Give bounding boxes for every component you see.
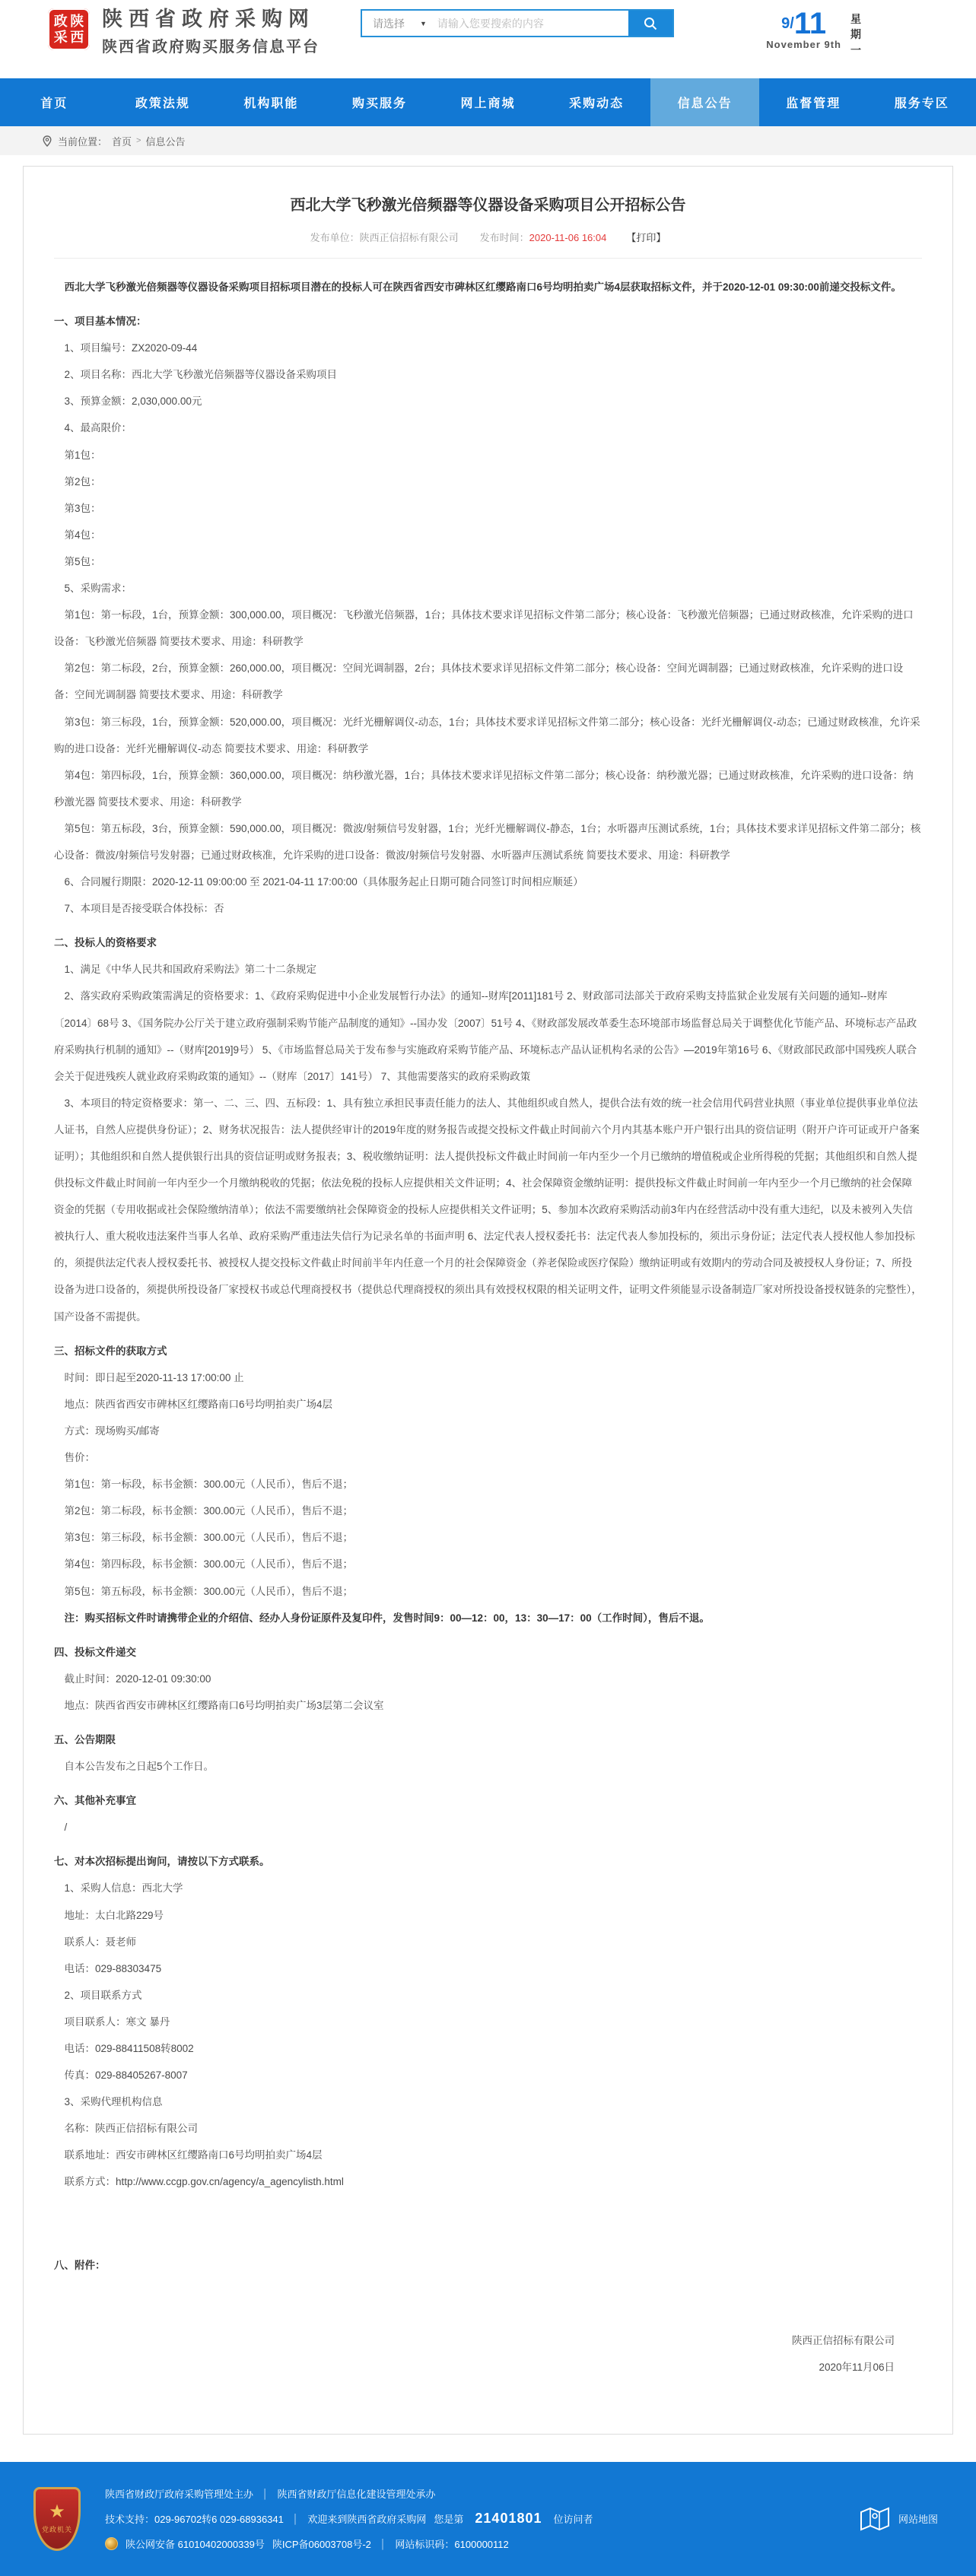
article-body bbox=[54, 274, 922, 2381]
article-meta bbox=[54, 230, 922, 259]
nav-item-procurement-news[interactable] bbox=[542, 78, 651, 126]
breadcrumb-home-link[interactable]: 首页 bbox=[112, 134, 132, 148]
body-paragraph: 三、招标文件的获取方式 bbox=[54, 1338, 922, 1364]
body-paragraph: 第1包：第一标段，1台，预算金额：300,000.00，项目概况：飞秒激光倍频器，1台；具体技术要求详见招标文件第二部分；核心设备：飞秒激光倍频器；已通过财政核准，允许采购的进口设备：飞秒激光倍频器 简要技术要求、用途：科研教学 bbox=[54, 602, 922, 655]
body-paragraph: 一、项目基本情况： bbox=[54, 308, 922, 335]
body-paragraph: / bbox=[54, 1814, 922, 1841]
nav-item-label: 服务专区 bbox=[895, 94, 949, 111]
footer-visitor-prefix: 您是第 bbox=[434, 2511, 463, 2526]
body-paragraph: 八、附件： bbox=[54, 2252, 922, 2279]
body-paragraph: 地点：陕西省西安市碑林区红缨路南口6号均明拍卖广场3层第二会议室 bbox=[54, 1692, 922, 1719]
body-paragraph: 售价： bbox=[54, 1444, 922, 1471]
search-select-label: 请选择 bbox=[373, 16, 405, 31]
nav-item-policies[interactable] bbox=[109, 78, 218, 126]
sitemap-label: 网站地图 bbox=[898, 2511, 938, 2526]
body-paragraph: 七、对本次招标提出询问，请按以下方式联系。 bbox=[54, 1848, 922, 1875]
page-title: 西北大学飞秒激光倍频器等仪器设备采购项目公开招标公告 bbox=[54, 192, 922, 214]
body-paragraph: 电话：029-88303475 bbox=[54, 1955, 922, 1982]
logo-character: 采 bbox=[54, 30, 68, 44]
date-month-name: November bbox=[766, 39, 821, 50]
footer-tech-support: 技术支持：029-96702转6 029-68936341 bbox=[105, 2511, 284, 2526]
body-paragraph bbox=[54, 2279, 922, 2327]
government-emblem-icon bbox=[33, 2487, 81, 2551]
body-paragraph: 第4包： bbox=[54, 522, 922, 548]
date-day: 11 bbox=[794, 11, 826, 37]
search-icon bbox=[643, 16, 658, 31]
site-header bbox=[0, 0, 976, 78]
footer-undertaker: 陕西省财政厅信息化建设管理处承办 bbox=[278, 2486, 436, 2501]
publish-time-label: 发布时间： bbox=[480, 232, 529, 243]
body-paragraph: 2、项目名称：西北大学飞秒激光倍频器等仪器设备采购项目 bbox=[54, 361, 922, 388]
body-paragraph: 第2包：第二标段，2台，预算金额：260,000.00，项目概况：空间光调制器，2台；具体技术要求详见招标文件第二部分；核心设备：空间光调制器；已通过财政核准，允许采购的进口设备：空间光调制器 简要技术要求、用途：科研教学 bbox=[54, 655, 922, 708]
body-paragraph: 3、预算金额：2,030,000.00元 bbox=[54, 388, 922, 415]
site-footer bbox=[0, 2462, 976, 2576]
body-paragraph: 方式：现场购买/邮寄 bbox=[54, 1418, 922, 1444]
search-button[interactable] bbox=[628, 11, 672, 36]
body-paragraph: 项目联系人：寒文 暴丹 bbox=[54, 2009, 922, 2035]
body-paragraph: 四、投标文件递交 bbox=[54, 1639, 922, 1666]
date-day-ordinal: 9th bbox=[825, 39, 842, 50]
body-paragraph: 第3包： bbox=[54, 495, 922, 522]
nav-item-label: 机构职能 bbox=[243, 94, 298, 111]
nav-item-label: 监督管理 bbox=[786, 94, 841, 111]
nav-item-online-mall[interactable] bbox=[434, 78, 542, 126]
body-paragraph: 截止时间：2020-12-01 09:30:00 bbox=[54, 1666, 922, 1692]
body-paragraph: 3、本项目的特定资格要求：第一、二、三、四、五标段：1、具有独立承担民事责任能力的法人、其他组织或自然人，提供合法有效的统一社会信用代码营业执照（事业单位提供事业单位法人证书，自然人应提供身份证）；2、财务状况报告：法人提供经审计的2019年度的财务报告或提交投标文件截止时间前六个月内其基本账户开户银行出具的资信证明（附开户许可证或开户备案证明）；其他组织和自然人提供银行出具的资信证明或财务报表；3、税收缴纳证明：法人提供投标文件截止时间前一年内至少一个月已缴纳的增值税或企业所得税的凭据；其他组织和自然人提供投标文件截止时间前一年内至少一个月缴纳税收的凭据；依法免税的投标人应提供相关文件证明；4、社会保障资金缴纳证明：提供投标文件截止时间前一年内至少一个月已缴纳的社会保障资金的凭据（专用收据或社会保险缴纳清单）；依法不需要缴纳社会保障资金的投标人应提供相关文件证明；5、参加本次政府采购活动前3年内在经营活动中没有重大违纪，以及未被列入失信被执行人、重大税收违法案件当事人名单、政府采购严重违法失信行为记录名单的书面声明 6、法定代表人授权委托书：法定代表人参加投标的，须出示身份证；法定代表人授权他人参加投标的，须提供法定代表人授权委托书、被授权人提交投标文件截止时间前半年内任意一个月的社会保障资金（养老保险或医疗保险）缴纳证明或有效期内的劳动合同及被授权人身份证；7、所投设备为进口设备的，须提供所投设备厂家授权书或总代理商授权书（提供总代理商授权的须出具有效授权权限的相关证明文件，证明文件须能显示设备制造厂家对所投设备授权链条的完整性），国产设备不需提供。 bbox=[54, 1090, 922, 1330]
body-paragraph: 六、其他补充事宜 bbox=[54, 1787, 922, 1814]
date-weekday: 星期一 bbox=[850, 11, 863, 58]
search-box bbox=[361, 9, 674, 37]
body-paragraph: 联系人：聂老师 bbox=[54, 1929, 922, 1955]
announcement-card bbox=[23, 166, 953, 2435]
sitemap-button[interactable] bbox=[859, 2505, 938, 2533]
body-paragraph: 地点：陕西省西安市碑林区红缨路南口6号均明拍卖广场4层 bbox=[54, 1391, 922, 1418]
body-paragraph: 第1包： bbox=[54, 442, 922, 469]
body-paragraph: 1、采购人信息：西北大学 bbox=[54, 1875, 922, 1901]
search-input[interactable] bbox=[436, 11, 628, 36]
emblem-label: 党政机关 bbox=[42, 2524, 72, 2534]
body-paragraph: 时间：即日起至2020-11-13 17:00:00 止 bbox=[54, 1364, 922, 1391]
breadcrumb bbox=[0, 126, 976, 155]
site-code: 网站标识码：6100000112 bbox=[395, 2536, 508, 2551]
site-titles bbox=[102, 8, 320, 56]
footer-organizer: 陕西省财政厅政府采购管理处主办 bbox=[105, 2486, 253, 2501]
nav-item-announcements[interactable] bbox=[650, 78, 759, 126]
nav-item-supervision[interactable] bbox=[759, 78, 868, 126]
breadcrumb-current[interactable]: 信息公告 bbox=[145, 134, 185, 148]
body-paragraph: 5、采购需求： bbox=[54, 575, 922, 602]
body-paragraph: 2、项目联系方式 bbox=[54, 1982, 922, 2009]
body-paragraph: 名称：陕西正信招标有限公司 bbox=[54, 2115, 922, 2142]
body-paragraph: 第5包： bbox=[54, 548, 922, 575]
body-paragraph: 地址：太白北路229号 bbox=[54, 1902, 922, 1929]
body-paragraph: 联系方式：http://www.ccgp.gov.cn/agency/a_agencylisth.html bbox=[54, 2168, 922, 2195]
body-paragraph: 4、最高限价： bbox=[54, 415, 922, 441]
main-nav bbox=[0, 78, 976, 126]
body-paragraph bbox=[54, 2196, 922, 2244]
body-paragraph: 第4包：第四标段，1台，预算金额：360,000.00，项目概况：纳秒激光器，1台；具体技术要求详见招标文件第二部分；核心设备：纳秒激光器；已通过财政核准，允许采购的进口设备：纳秒激光器 简要技术要求、用途：科研教学 bbox=[54, 762, 922, 815]
body-paragraph: 第2包：第二标段，标书金额：300.00元（人民币），售后不退； bbox=[54, 1498, 922, 1524]
body-paragraph: 第3包：第三标段，1台，预算金额：520,000.00，项目概况：光纤光栅解调仪-动态，1台；具体技术要求详见招标文件第二部分；核心设备：光纤光栅解调仪-动态；已通过财政核准，允许采购的进口设备：光纤光栅解调仪-动态 简要技术要求、用途：科研教学 bbox=[54, 709, 922, 762]
footer-divider: │ bbox=[379, 2539, 388, 2549]
body-paragraph: 第2包： bbox=[54, 469, 922, 495]
body-paragraph: 五、公告期限 bbox=[54, 1726, 922, 1753]
location-pin-icon bbox=[43, 135, 52, 147]
footer-welcome: 欢迎来到陕西省政府采购网 bbox=[307, 2511, 426, 2526]
nav-item-purchase-services[interactable] bbox=[326, 78, 434, 126]
site-title: 陕西省政府采购网 bbox=[102, 8, 320, 31]
footer-support-line bbox=[105, 2511, 593, 2527]
body-paragraph: 3、采购代理机构信息 bbox=[54, 2088, 922, 2115]
nav-item-functions[interactable] bbox=[217, 78, 326, 126]
body-paragraph: 第3包：第三标段，标书金额：300.00元（人民币），售后不退； bbox=[54, 1524, 922, 1551]
date-month-fraction: 9/ bbox=[781, 15, 794, 37]
nav-item-label: 政策法规 bbox=[135, 94, 190, 111]
footer-visitor-suffix: 位访问者 bbox=[554, 2511, 593, 2526]
nav-item-label: 网上商城 bbox=[461, 94, 516, 111]
body-paragraph: 第5包：第五标段，标书金额：300.00元（人民币），售后不退； bbox=[54, 1578, 922, 1605]
nav-item-label: 首页 bbox=[40, 94, 68, 111]
nav-item-label: 信息公告 bbox=[678, 94, 733, 111]
police-badge-icon bbox=[105, 2537, 118, 2550]
footer-lines bbox=[105, 2486, 593, 2551]
site-logo[interactable] bbox=[48, 8, 90, 50]
logo-character: 政 bbox=[54, 14, 68, 28]
body-paragraph: 联系地址：西安市碑林区红缨路南口6号均明拍卖广场4层 bbox=[54, 2142, 922, 2168]
footer-divider: │ bbox=[291, 2514, 300, 2524]
breadcrumb-location-label: 当前位置： bbox=[58, 134, 107, 148]
sitemap-map-icon bbox=[859, 2505, 891, 2533]
body-paragraph: 西北大学飞秒激光倍频器等仪器设备采购项目招标项目潜在的投标人可在陕西省西安市碑林区红缨路南口6号均明拍卖广场4层获取招标文件，并于2020-12-01 09:30:00前递交投标文件。 bbox=[54, 274, 922, 300]
print-button[interactable]: 【打印】 bbox=[626, 232, 666, 243]
body-paragraph: 6、合同履行期限：2020-12-11 09:00:00 至 2021-04-11 17:00:00（具体服务起止日期可随合同签订时间相应顺延） bbox=[54, 869, 922, 895]
police-record-number: 陕公网安备 61010402000339号 bbox=[126, 2536, 265, 2551]
body-paragraph: 陕西正信招标有限公司 bbox=[54, 2327, 895, 2354]
publisher-label: 发布单位： bbox=[310, 232, 360, 243]
body-paragraph: 传真：029-88405267-8007 bbox=[54, 2062, 922, 2088]
date-main bbox=[766, 11, 841, 58]
footer-organizer-line bbox=[105, 2486, 593, 2501]
publisher-value: 陕西正信招标有限公司 bbox=[360, 232, 459, 243]
body-paragraph: 电话：029-88411508转8002 bbox=[54, 2035, 922, 2062]
body-paragraph: 1、满足《中华人民共和国政府采购法》第二十二条规定 bbox=[54, 956, 922, 983]
nav-item-label: 购买服务 bbox=[352, 94, 407, 111]
nav-item-service-zone[interactable] bbox=[868, 78, 976, 126]
site-subtitle: 陕西省政府购买服务信息平台 bbox=[102, 34, 320, 56]
breadcrumb-separator: > bbox=[136, 136, 141, 145]
publish-time-value: 2020-11-06 16:04 bbox=[529, 232, 607, 243]
logo-character: 西 bbox=[70, 30, 84, 44]
star-icon: ★ bbox=[49, 2503, 65, 2521]
nav-item-home[interactable] bbox=[0, 78, 109, 126]
body-paragraph: 注：购买招标文件时请携带企业的介绍信、经办人身份证原件及复印件，发售时间9：00—12：00，13：30—17：00（工作时间），售后不退。 bbox=[54, 1605, 922, 1631]
body-paragraph: 7、本项目是否接受联合体投标：否 bbox=[54, 895, 922, 922]
footer-divider: │ bbox=[261, 2489, 270, 2499]
search-category-select[interactable] bbox=[362, 11, 436, 36]
logo-character: 陕 bbox=[70, 14, 84, 28]
body-paragraph: 1、项目编号：ZX2020-09-44 bbox=[54, 335, 922, 361]
body-paragraph: 二、投标人的资格要求 bbox=[54, 929, 922, 956]
footer-record-line bbox=[105, 2536, 593, 2551]
icp-record-number: 陕ICP备06003708号-2 bbox=[272, 2536, 371, 2551]
body-paragraph: 2、落实政府采购政策需满足的资格要求：1、《政府采购促进中小企业发展暂行办法》的通知--财库[2011]181号 2、财政部司法部关于政府采购支持监狱企业发展有关问题的通知--财库〔2014〕68号 3、《国务院办公厅关于建立政府强制采购节能产品制度的通知》--国办发〔2007〕51号 4、《财政部发展改革委生态环境部市场监督总局关于调整优化节能产品、环境标志产品政府采购执行机制的通知》--（财库[2019]9号） 5、《市场监督总局关于发布参与实施政府采购节能产品、环境标志产品认证机构名录的公告》—2019年第16号 6、《财政部民政部中国残疾人联合会关于促进残疾人就业政府采购政策的通知》--（财库〔2017〕141号） 7、其他需要落实的政府采购政策 bbox=[54, 983, 922, 1089]
body-paragraph: 第4包：第四标段，标书金额：300.00元（人民币），售后不退； bbox=[54, 1551, 922, 1577]
chevron-down-icon: ▼ bbox=[420, 20, 427, 27]
body-paragraph: 第5包：第五标段，3台，预算金额：590,000.00，项目概况：微波/射频信号发射器，1台；光纤光栅解调仪-静态，1台；水听器声压测试系统，1台；具体技术要求详见招标文件第二部分；核心设备：微波/射频信号发射器；已通过财政核准，允许采购的进口设备：微波/射频信号发射器、水听器声压测试系统 简要技术要求、用途：科研教学 bbox=[54, 815, 922, 869]
body-paragraph: 2020年11月06日 bbox=[54, 2354, 895, 2381]
visitor-count: 21401801 bbox=[475, 2511, 542, 2527]
nav-item-label: 采购动态 bbox=[569, 94, 624, 111]
date-block bbox=[766, 11, 863, 58]
body-paragraph: 第1包：第一标段，标书金额：300.00元（人民币），售后不退； bbox=[54, 1471, 922, 1498]
body-paragraph: 自本公告发布之日起5个工作日。 bbox=[54, 1753, 922, 1780]
